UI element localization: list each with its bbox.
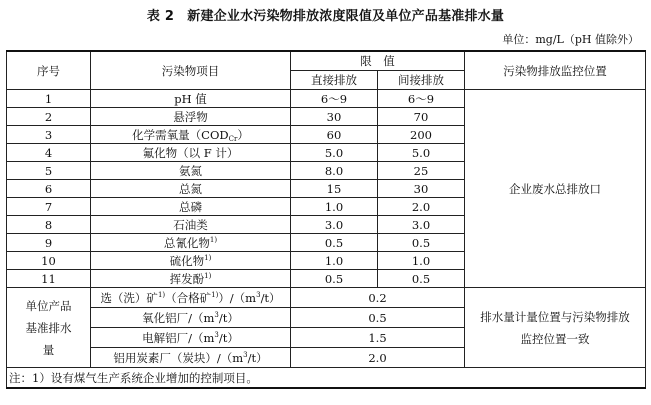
- superscript: 3: [256, 290, 261, 299]
- cell-pollutant: 挥发酚$^{1)}$: [91, 270, 291, 288]
- cell-seq: 6: [7, 180, 91, 198]
- cell-seq: 11: [7, 270, 91, 288]
- table-row: [7, 288, 646, 308]
- cell-direct: 0.5: [291, 270, 378, 288]
- header-monitor: 污染物排放监控位置: [465, 51, 646, 90]
- cell-indirect: 200: [378, 126, 465, 144]
- superscript: 3: [243, 350, 248, 359]
- footnote: 注：1）设有煤气生产系统企业增加的控制项目。: [7, 368, 646, 389]
- cell-base-item: 选（洗）矿$^{1)}$（合格矿$^{1)})/(m^3/t)$: [91, 288, 291, 308]
- cell-base-item: 铝用炭素厂（炭块）$/(m^3/t)$: [91, 348, 291, 368]
- table-row: [7, 90, 646, 108]
- cell-pollutant: 石油类: [91, 216, 291, 234]
- cell-pollutant: 总磷: [91, 198, 291, 216]
- header-seq: 序号: [7, 51, 91, 90]
- cell-seq: 5: [7, 162, 91, 180]
- cell-monitor-location: 企业废水总排放口: [465, 90, 646, 288]
- cell-pollutant: 总氰化物$^{1)}$: [91, 234, 291, 252]
- cell-indirect: 0.5: [378, 270, 465, 288]
- cell-indirect: 0.5: [378, 234, 465, 252]
- cell-direct: 15: [291, 180, 378, 198]
- superscript: 3: [214, 330, 219, 339]
- cell-indirect: 3.0: [378, 216, 465, 234]
- cell-seq: 2: [7, 108, 91, 126]
- emission-limits-table: [6, 50, 646, 389]
- cell-pollutant: pH 值: [91, 90, 291, 108]
- subscript: Cr: [228, 134, 238, 143]
- cell-pollutant: 氟化物（以 F 计）: [91, 144, 291, 162]
- cell-monitor-location: 排水量计量位置与污染物排放监控位置一致: [465, 288, 646, 368]
- cell-base-value: 2.0: [291, 348, 465, 368]
- superscript: 3: [214, 310, 219, 319]
- cell-base-value: 0.5: [291, 308, 465, 328]
- unit-label: 单位：mg/L（pH 值除外）: [502, 33, 639, 46]
- cell-base-label: 单位产品基准排水量: [7, 288, 91, 368]
- cell-indirect: 70: [378, 108, 465, 126]
- cell-direct: 8.0: [291, 162, 378, 180]
- cell-base-item: 氧化铝厂$/(m^3/t)$: [91, 308, 291, 328]
- cell-seq: 7: [7, 198, 91, 216]
- cell-direct: 6～9: [291, 90, 378, 108]
- header-pollutant: 污染物项目: [91, 51, 291, 90]
- cell-seq: 10: [7, 252, 91, 270]
- cell-indirect: 6～9: [378, 90, 465, 108]
- cell-base-item: 电解铝厂$/(m^3/t)$: [91, 328, 291, 348]
- table-title: 表 2 新建企业水污染物排放浓度限值及单位产品基准排水量: [146, 9, 505, 24]
- cell-pollutant: 悬浮物: [91, 108, 291, 126]
- cell-seq: 1: [7, 90, 91, 108]
- cell-seq: 4: [7, 144, 91, 162]
- header-direct: 直接排放: [291, 71, 378, 90]
- footnote-marker: 1): [204, 271, 212, 280]
- cell-indirect: 5.0: [378, 144, 465, 162]
- table-note-row: [7, 368, 646, 389]
- cell-direct: 0.5: [291, 234, 378, 252]
- cell-indirect: 2.0: [378, 198, 465, 216]
- cell-base-value: 0.2: [291, 288, 465, 308]
- cell-direct: 30: [291, 108, 378, 126]
- footnote-marker: 1): [211, 290, 219, 299]
- cell-seq: 3: [7, 126, 91, 144]
- footnote-marker: 1): [157, 290, 166, 299]
- footnote-marker: 1): [204, 253, 212, 262]
- cell-pollutant: 化学需氧量$(COD_{Cr})$: [91, 126, 291, 144]
- cell-seq: 8: [7, 216, 91, 234]
- cell-direct: 3.0: [291, 216, 378, 234]
- cell-direct: 5.0: [291, 144, 378, 162]
- cell-indirect: 1.0: [378, 252, 465, 270]
- cell-direct: 1.0: [291, 252, 378, 270]
- cell-pollutant: 硫化物$^{1)}$: [91, 252, 291, 270]
- cell-seq: 9: [7, 234, 91, 252]
- header-limit: 限 值: [291, 51, 465, 71]
- cell-direct: 1.0: [291, 198, 378, 216]
- cell-indirect: 30: [378, 180, 465, 198]
- footnote-marker: 1): [209, 235, 218, 244]
- cell-indirect: 25: [378, 162, 465, 180]
- cell-pollutant: 氨氮: [91, 162, 291, 180]
- cell-direct: 60: [291, 126, 378, 144]
- cell-base-value: 1.5: [291, 328, 465, 348]
- header-indirect: 间接排放: [378, 71, 465, 90]
- cell-pollutant: 总氮: [91, 180, 291, 198]
